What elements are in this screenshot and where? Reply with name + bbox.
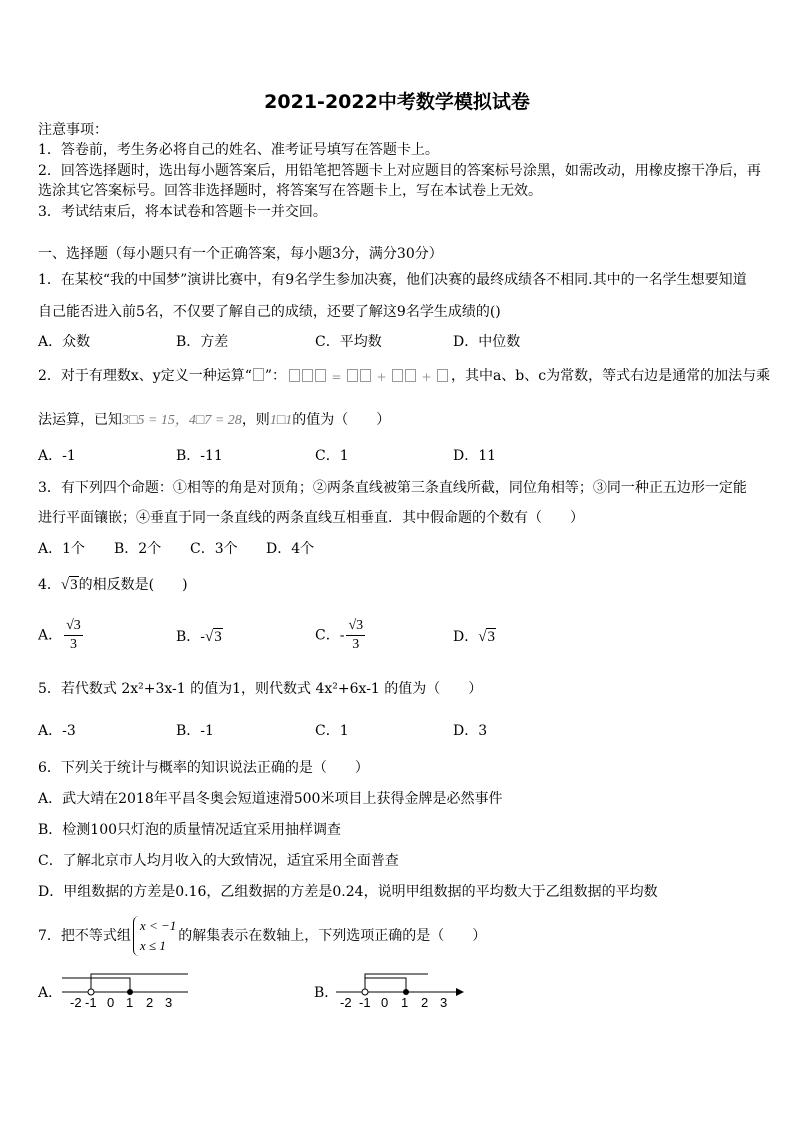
q2-equation: 3□5 = 15 [122,413,175,428]
q2-option-b: B．-11 [176,448,223,464]
q2-text: ，则 [241,412,270,428]
tick-label: -2 [340,995,352,1010]
tick-label: 3 [165,995,173,1010]
question-6-line: 6．下列关于统计与概率的知识说法正确的是（ ） [38,760,369,776]
question-2-line [38,410,390,431]
q2-text: ”： [264,368,287,384]
q1-option-c: C．平均数 [315,334,382,350]
q2-equation: 1□1 [269,413,293,428]
question-5-line: 5．若代数式 2x²+3x-1 的值为1，则代数式 4x²+6x-1 的值为（ ） [38,681,483,697]
sqrt-expression: √3 [60,577,78,593]
q1-option-a: A．众数 [38,334,91,350]
q2-text: 2．对于有理数x、y定义一种运算“ [38,368,252,384]
q5-option-d: D．3 [453,723,488,739]
q4-option-c: C．- $\frac{√3}{3}$ [315,618,364,652]
q6-option-a: A．武大靖在2018年平昌冬奥会短道速滑500米项目上获得金牌是必然事件 [38,791,503,807]
q5-option-c: C．1 [315,723,349,739]
q7-option-b-label: B． [314,985,339,1001]
q2-option-c: C．1 [315,448,349,464]
q4-option-b: B．-√3 [176,629,222,645]
inequality-system: x < −1 x ≤ 1 [133,916,176,956]
tick-label: 3 [440,995,448,1010]
q2-text: ，其中a、b、c为常数，等式右边是通常的加法与乘 [450,368,771,384]
tick-label: 0 [107,995,115,1010]
fraction: $\frac{√3}{3}$ [66,618,81,652]
q2-definition-formula: = + + [288,367,449,387]
q6-option-b: B．检测100只灯泡的质量情况适宜采用抽样调查 [38,822,342,838]
q5-option-a: A．-3 [38,723,76,739]
q7-text: 的解集表示在数轴上，下列选项正确的是（ ） [178,928,487,944]
tick-label: 1 [126,995,134,1010]
question-1-line: 自己能否进入前5名，不仅要了解自己的成绩，还要了解这9名学生成绩的() [38,304,501,320]
q4-text: 4． [38,577,61,593]
q2-text: 的值为（ ） [292,412,391,428]
notice-item: 选涂其它答案标号。回答非选择题时，将答案写在答题卡上，写在本试卷上无效。 [38,183,542,199]
q7-option-a-number-line [58,968,192,1010]
tick-label: -2 [70,995,82,1010]
tick-label: 0 [381,995,389,1010]
notice-item: 2．回答选择题时，选出每小题答案后，用铅笔把答题卡上对应题目的答案标号涂黑，如需改动，用橡皮擦干净后，再 [38,163,761,179]
q3-option-a: A．1个 [38,541,86,557]
q4-text: 的相反数是( ) [78,577,188,593]
tick-label: -1 [85,995,97,1010]
q3-option-b: B．2个 [114,541,162,557]
question-2-line [38,366,770,387]
question-3-line: 3．有下列四个命题：①相等的角是对顶角；②两条直线被第三条直线所截，同位角相等；③同一种正五边形一定能 [38,480,747,496]
q7-option-a-label: A． [38,985,63,1001]
question-1-line: 1．在某校“我的中国梦”演讲比赛中，有9名学生参加决赛，他们决赛的最终成绩各不相同.其中的一名学生想要知道 [38,272,747,288]
q5-option-b: B．-1 [176,723,214,739]
q4-option-d: D．√3 [453,629,495,645]
fraction: $\frac{√3}{3}$ [348,618,364,652]
q7-text: 7．把不等式组 [38,928,131,944]
q4-option-a: A． $\frac{√3}{3}$ [38,618,81,652]
q6-option-c: C．了解北京市人均月收入的大致情况，适宜采用全面普查 [38,853,399,869]
q1-option-d: D．中位数 [453,334,521,350]
notice-item: 3．考试结束后，将本试卷和答题卡一并交回。 [38,204,327,220]
q2-option-a: A．-1 [38,448,76,464]
notice-heading: 注意事项： [38,122,108,138]
q1-option-b: B．方差 [176,334,229,350]
question-3-line: 进行平面镶嵌；④垂直于同一条直线的两条直线互相垂直．其中假命题的个数有（ ） [38,510,584,526]
tick-label: 1 [401,995,409,1010]
q3-option-d: D．4个 [266,541,315,557]
q6-option-d: D．甲组数据的方差是0.16，乙组数据的方差是0.24，说明甲组数据的平均数大于乙组数据的平均数 [38,884,658,900]
tick-label: -1 [359,995,371,1010]
section-heading: 一、选择题（每小题只有一个正确答案，每小题3分，满分30分） [38,246,443,262]
question-4-line [38,575,188,595]
q3-option-c: C．3个 [190,541,238,557]
question-7-line [38,916,486,956]
page-title: 2021-2022中考数学模拟试卷 [264,91,530,113]
q2-text: 法运算，已知 [38,412,122,428]
notice-item: 1．答卷前，考生务必将自己的姓名、准考证号填写在答题卡上。 [38,142,439,158]
q7-option-b-number-line [332,968,466,1010]
q2-equation: ，4□7 = 28 [174,413,242,428]
q2-option-d: D．11 [453,448,497,464]
operator-box-icon [253,368,264,381]
tick-label: 2 [146,995,154,1010]
tick-label: 2 [421,995,429,1010]
